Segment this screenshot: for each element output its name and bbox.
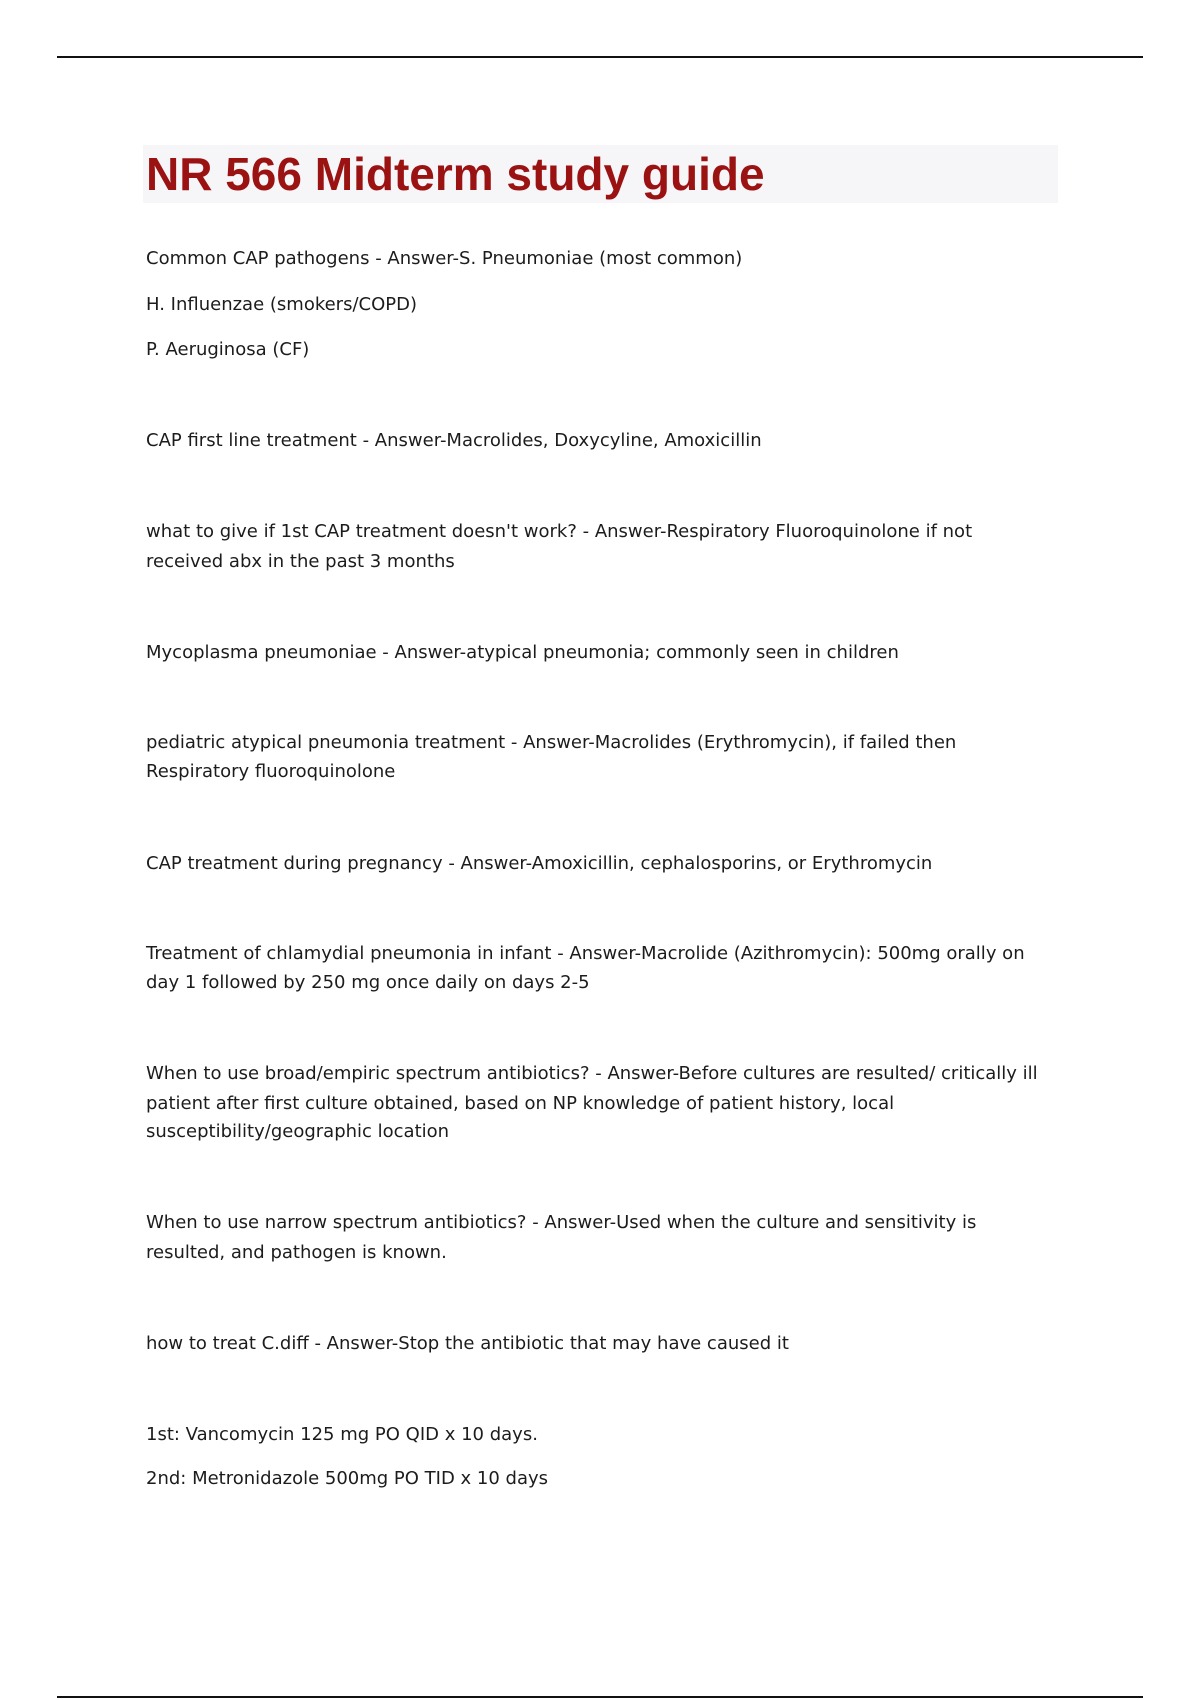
- text-line: H. Influenzae (smokers/COPD): [146, 294, 418, 315]
- text-line: CAP treatment during pregnancy - Answer-Amoxicillin, cephalosporins, or Erythromycin: [146, 853, 933, 874]
- text-line: 2nd: Metronidazole 500mg PO TID x 10 days: [146, 1468, 549, 1489]
- text-line: P. Aeruginosa (CF): [146, 339, 310, 360]
- text-line: When to use broad/empiric spectrum antibiotics? - Answer-Before cultures are resulted/ critically ill: [146, 1063, 1038, 1084]
- text-line: susceptibility/geographic location: [146, 1121, 450, 1142]
- text-line: resulted, and pathogen is known.: [146, 1242, 447, 1263]
- text-line: Respiratory fluoroquinolone: [146, 761, 396, 782]
- text-line: pediatric atypical pneumonia treatment - Answer-Macrolides (Erythromycin), if failed then: [146, 732, 957, 753]
- text-line: how to treat C.diff - Answer-Stop the antibiotic that may have caused it: [146, 1333, 789, 1354]
- text-line: Mycoplasma pneumoniae - Answer-atypical pneumonia; commonly seen in children: [146, 642, 899, 663]
- text-line: Treatment of chlamydial pneumonia in infant - Answer-Macrolide (Azithromycin): 500mg orally on: [146, 943, 1025, 964]
- top-rule: [57, 56, 1143, 58]
- text-line: day 1 followed by 250 mg once daily on days 2-5: [146, 972, 590, 993]
- text-line: patient after first culture obtained, based on NP knowledge of patient history, local: [146, 1093, 895, 1114]
- text-line: When to use narrow spectrum antibiotics? - Answer-Used when the culture and sensitivity is: [146, 1212, 977, 1233]
- text-line: Common CAP pathogens - Answer-S. Pneumoniae (most common): [146, 248, 743, 269]
- text-line: received abx in the past 3 months: [146, 551, 455, 572]
- document-title: NR 566 Midterm study guide: [146, 148, 765, 200]
- text-line: what to give if 1st CAP treatment doesn't work? - Answer-Respiratory Fluoroquinolone if not: [146, 521, 973, 542]
- text-line: CAP first line treatment - Answer-Macrolides, Doxycyline, Amoxicillin: [146, 430, 762, 451]
- text-line: 1st: Vancomycin 125 mg PO QID x 10 days.: [146, 1424, 538, 1445]
- bottom-rule: [57, 1696, 1143, 1698]
